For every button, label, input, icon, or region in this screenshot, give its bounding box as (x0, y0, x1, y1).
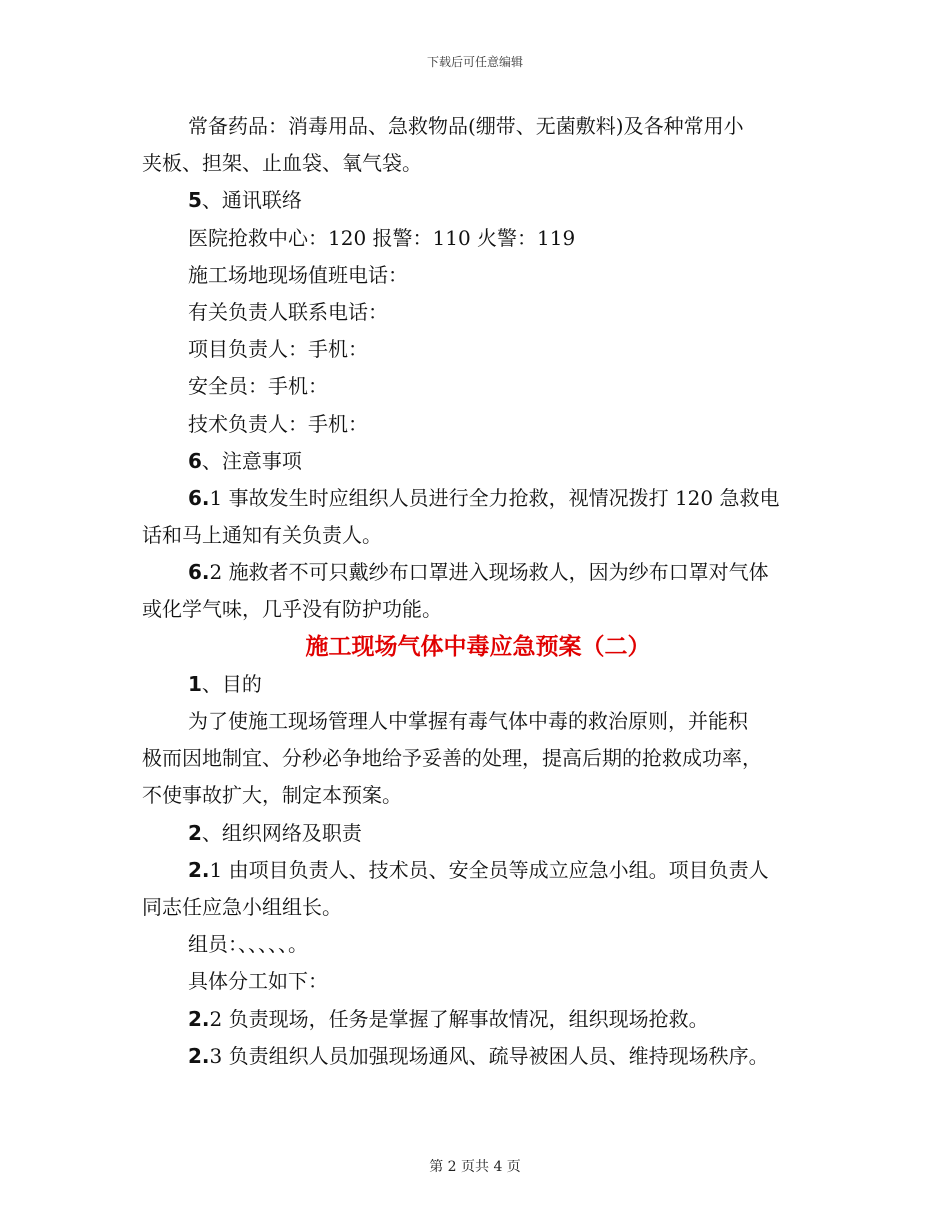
section-number: 6 (188, 448, 202, 473)
item-number: 6. (188, 485, 210, 510)
document-title: 施工现场气体中毒应急预案（二） (305, 633, 651, 660)
page-header: 下载后可任意编辑 (426, 55, 523, 69)
paragraph-line: 夹板、担架、止血袋、氧气袋。 (142, 151, 422, 176)
item-number: 2. (188, 1043, 210, 1068)
item-text: 3 负责组织人员加强现场通风、疏导被困人员、维持现场秩序。 (209, 1043, 769, 1068)
section-heading (142, 666, 814, 703)
section-title: 、通讯联络 (201, 188, 302, 213)
paragraph-line (142, 1001, 814, 1038)
paragraph-line: 常备药品：消毒用品、急救物品(绷带、无菌敷料)及各种常用小 (188, 114, 744, 138)
item-number: 2. (188, 1006, 210, 1031)
paragraph-line: 话和马上通知有关负责人。 (142, 523, 382, 548)
section-heading (142, 443, 814, 480)
paragraph-line: 极而因地制宜、分秒必争地给予妥善的处理，提高后期的抢救成功率， (142, 746, 762, 771)
paragraph-line: 安全员：手机： (188, 374, 328, 399)
item-number: 6. (188, 560, 210, 585)
paragraph-line: 或化学气味，几乎没有防护功能。 (142, 597, 442, 622)
paragraph-line (142, 480, 814, 517)
section-number: 2 (188, 820, 202, 845)
section-title: 、组织网络及职责 (201, 820, 362, 845)
section-number: 5 (188, 188, 202, 213)
item-text: 2 负责现场，任务是掌握了解事故情况，组织现场抢救。 (209, 1006, 709, 1031)
paragraph-line: 医院抢救中心：120 报警：110 火警：119 (188, 225, 576, 250)
paragraph-line (142, 1038, 814, 1075)
paragraph-line: 有关负责人联系电话： (188, 299, 388, 324)
section-heading (142, 815, 814, 852)
document-body (142, 108, 814, 1075)
page-footer: 第 2 页共 4 页 (429, 1159, 521, 1175)
section-title: 、目的 (201, 671, 262, 696)
item-number: 2. (188, 857, 210, 882)
paragraph-line: 同志任应急小组组长。 (142, 894, 342, 919)
section-number: 1 (188, 671, 202, 696)
section-title: 、注意事项 (201, 448, 302, 473)
paragraph-line (142, 852, 814, 889)
item-text: 2 施救者不可只戴纱布口罩进入现场救人，因为纱布口罩对气体 (209, 560, 769, 585)
paragraph-line (142, 554, 814, 591)
paragraph-line: 施工场地现场值班电话： (188, 262, 408, 287)
paragraph-line: 组员：、、、、、。 (188, 932, 308, 957)
item-text: 1 由项目负责人、技术员、安全员等成立应急小组。项目负责人 (209, 857, 769, 882)
item-text: 1 事故发生时应组织人员进行全力抢救，视情况拨打 120 急救电 (209, 485, 780, 510)
paragraph-line: 项目负责人：手机： (188, 337, 368, 362)
paragraph-line: 为了使施工现场管理人中掌握有毒气体中毒的救治原则，并能积 (188, 709, 748, 733)
paragraph-line: 技术负责人：手机： (188, 411, 368, 436)
section-heading (142, 182, 814, 219)
paragraph-line: 不使事故扩大，制定本预案。 (142, 783, 402, 808)
paragraph-line: 具体分工如下： (188, 969, 328, 994)
